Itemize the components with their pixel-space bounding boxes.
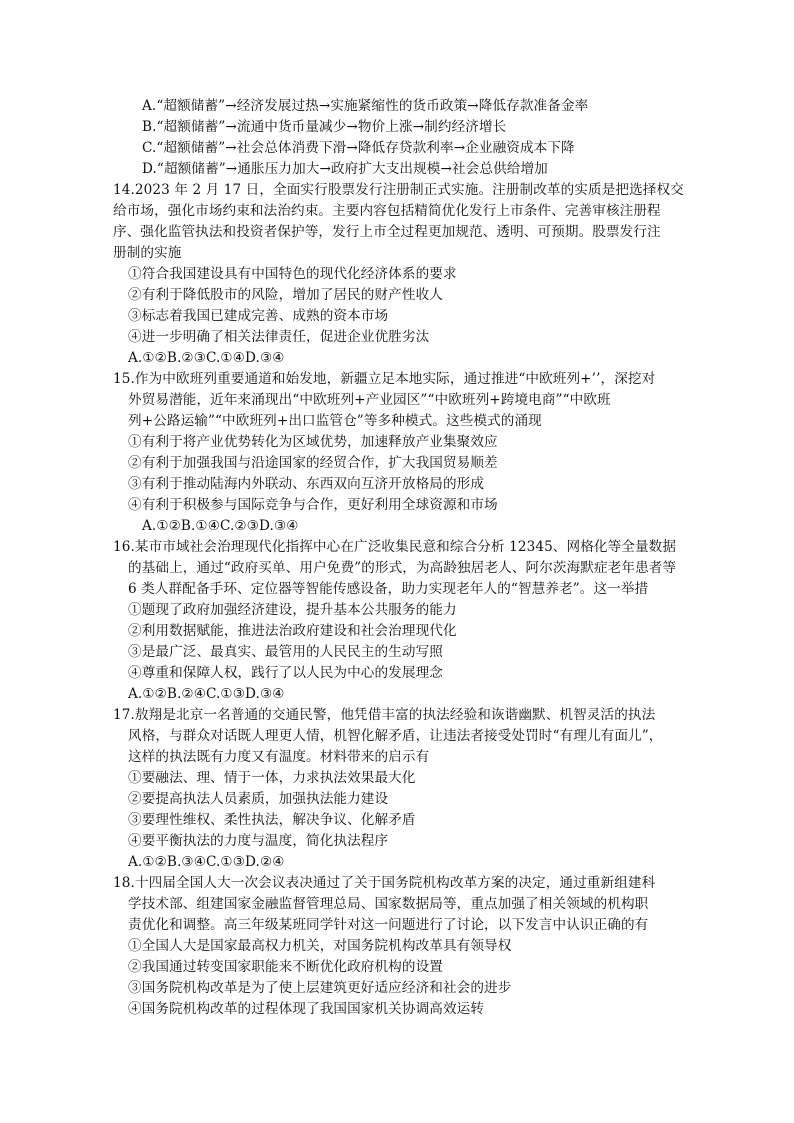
q15-stem-line: 列+公路运输”“中欧班列+出口监管仓”等多种模式。这些模式的涌现 <box>128 413 542 429</box>
q17-statement: ③要理性维权、柔性执法，解决争议、化解矛盾 <box>128 812 416 828</box>
q17-statement: ①要融法、理、情于一体，力求执法效果最大化 <box>128 770 416 786</box>
q16-statement: ④尊重和保障人权，践行了以人民为中心的发展理念 <box>128 665 443 681</box>
q13-option-b: B.“超额储蓄”→流通中货币量减少→物价上涨→制约经济增长 <box>142 119 507 135</box>
q18-statement: ②我国通过转变国家职能来不断优化政府机构的设置 <box>128 959 443 975</box>
q17-statement: ④要平衡执法的力度与温度，简化执法程序 <box>128 833 389 849</box>
q15-statement: ②有利于加强我国与沿途国家的经贸合作，扩大我国贸易顺差 <box>128 455 498 471</box>
q15-stem-line: 外贸易潜能，近年来涌现出“中欧班列+产业园区”“中欧班列+跨境电商”“中欧班 <box>128 392 611 408</box>
q14-statement: ①符合我国建设具有中国特色的现代化经济体系的要求 <box>128 266 457 282</box>
q15-statement: ④有利于积极参与国际竞争与合作，更好利用全球资源和市场 <box>128 497 498 513</box>
q15-answer-options: A.①②B.①④C.②③D.③④ <box>142 518 299 534</box>
q18-statement: ④国务院机构改革的过程体现了我国国家机关协调高效运转 <box>128 1001 485 1017</box>
q14-statement: ②有利于降低股市的风险，增加了居民的财产性收人 <box>128 287 443 303</box>
q16-statement: ①题现了政府加强经济建设，提升基本公共服务的能力 <box>128 602 457 618</box>
q17-statement: ②要提高执法人员素质，加强执法能力建设 <box>128 791 389 807</box>
q18-stem-line: 责优化和调整。高三年级某班同学针对这一问题进行了讨论，以下发言中认识正确的有 <box>128 917 649 933</box>
q15-statement: ③有利于推动陆海内外联动、东西双向互济开放格局的形成 <box>128 476 485 492</box>
q18-stem-line: 18.十四届全国人大一次会议表决通过了关于国务院机构改革方案的决定，通过重新组建科 <box>113 875 656 891</box>
q17-answer-options: A.①②B.③④C.①③D.②④ <box>128 854 285 870</box>
q14-stem-line: 序、强化监管执法和投资者保护等，发行上市全过程更加规范、透明、可预期。股票发行注 <box>113 224 661 240</box>
q16-statement: ③是最广泛、最真实、最管用的人民民主的生动写照 <box>128 644 443 660</box>
q18-statement: ①全国人大是国家最高权力机关，对国务院机构改革具有领导权 <box>128 938 512 954</box>
q14-statement: ③标志着我国已建成完善、成熟的资本市场 <box>128 308 389 324</box>
q13-option-a: A.“超额储蓄”→经济发展过热→实施紧缩性的货币政策→降低存款准备金率 <box>142 98 589 114</box>
q16-stem-line: 16.某市市域社会治理现代化指挥中心在广泛收集民意和综合分析 12345、网格化等全量数据 <box>113 539 677 555</box>
q16-statement: ②利用数据赋能，推进法治政府建设和社会治理现代化 <box>128 623 457 639</box>
q14-statement: ④进一步明确了相关法律责任，促进企业优胜劣汰 <box>128 329 430 345</box>
q18-stem-line: 学技术部、组建国家金融监督管理总局、国家数据局等，重点加强了相关领域的机构职 <box>128 896 649 912</box>
q13-option-d: D.“超额储蓄”→通胀压力加大→政府扩大支出规模→社会总供给增加 <box>142 161 548 177</box>
q13-option-c: C.“超额储蓄”→社会总体消费下滑→降低存贷款利率→企业融资成本下降 <box>142 140 575 156</box>
q14-stem-line: 给市场，强化市场约束和法治约束。主要内容包括精简优化发行上市条件、完善审核注册程 <box>113 203 661 219</box>
q17-stem-line: 17.敖翔是北京一名普通的交通民警，他凭借丰富的执法经验和诙谐幽默、机智灵活的执法 <box>113 707 656 723</box>
q16-stem-line: 的基础上，通过“政府买单、用户免费”的形式，为高龄独居老人、阿尔茨海默症老年患者等 <box>128 560 677 576</box>
q18-statement: ③国务院机构改革是为了使上层建筑更好适应经济和社会的进步 <box>128 980 512 996</box>
q16-answer-options: A.①②B.②④C.①③D.③④ <box>128 686 285 702</box>
q14-answer-options: A.①②B.②③C.①④D.③④ <box>128 350 285 366</box>
q16-stem-line: 6 类人群配备手环、定位器等智能传感设备，助力实现老年人的“智慧养老”。这一举措 <box>128 581 649 597</box>
q17-stem-line: 这样的执法既有力度又有温度。材料带来的启示有 <box>128 749 430 765</box>
q17-stem-line: 风格，与群众对话既人理更人情，机智化解矛盾，让违法者接受处罚时“有理儿有面儿”， <box>128 728 663 744</box>
q15-statement: ①有利于将产业优势转化为区域优势，加速释放产业集聚效应 <box>128 434 498 450</box>
q14-stem-line: 册制的实施 <box>113 245 182 261</box>
q15-stem-line: 15.作为中欧班列重要通道和始发地，新疆立足本地实际，通过推进“中欧班列+’’，深挖对 <box>113 371 656 387</box>
q14-stem-line: 14.2023 年 2 月 17 日，全面实行股票发行注册制正式实施。注册制改革的实质是把选择权交 <box>113 182 684 198</box>
